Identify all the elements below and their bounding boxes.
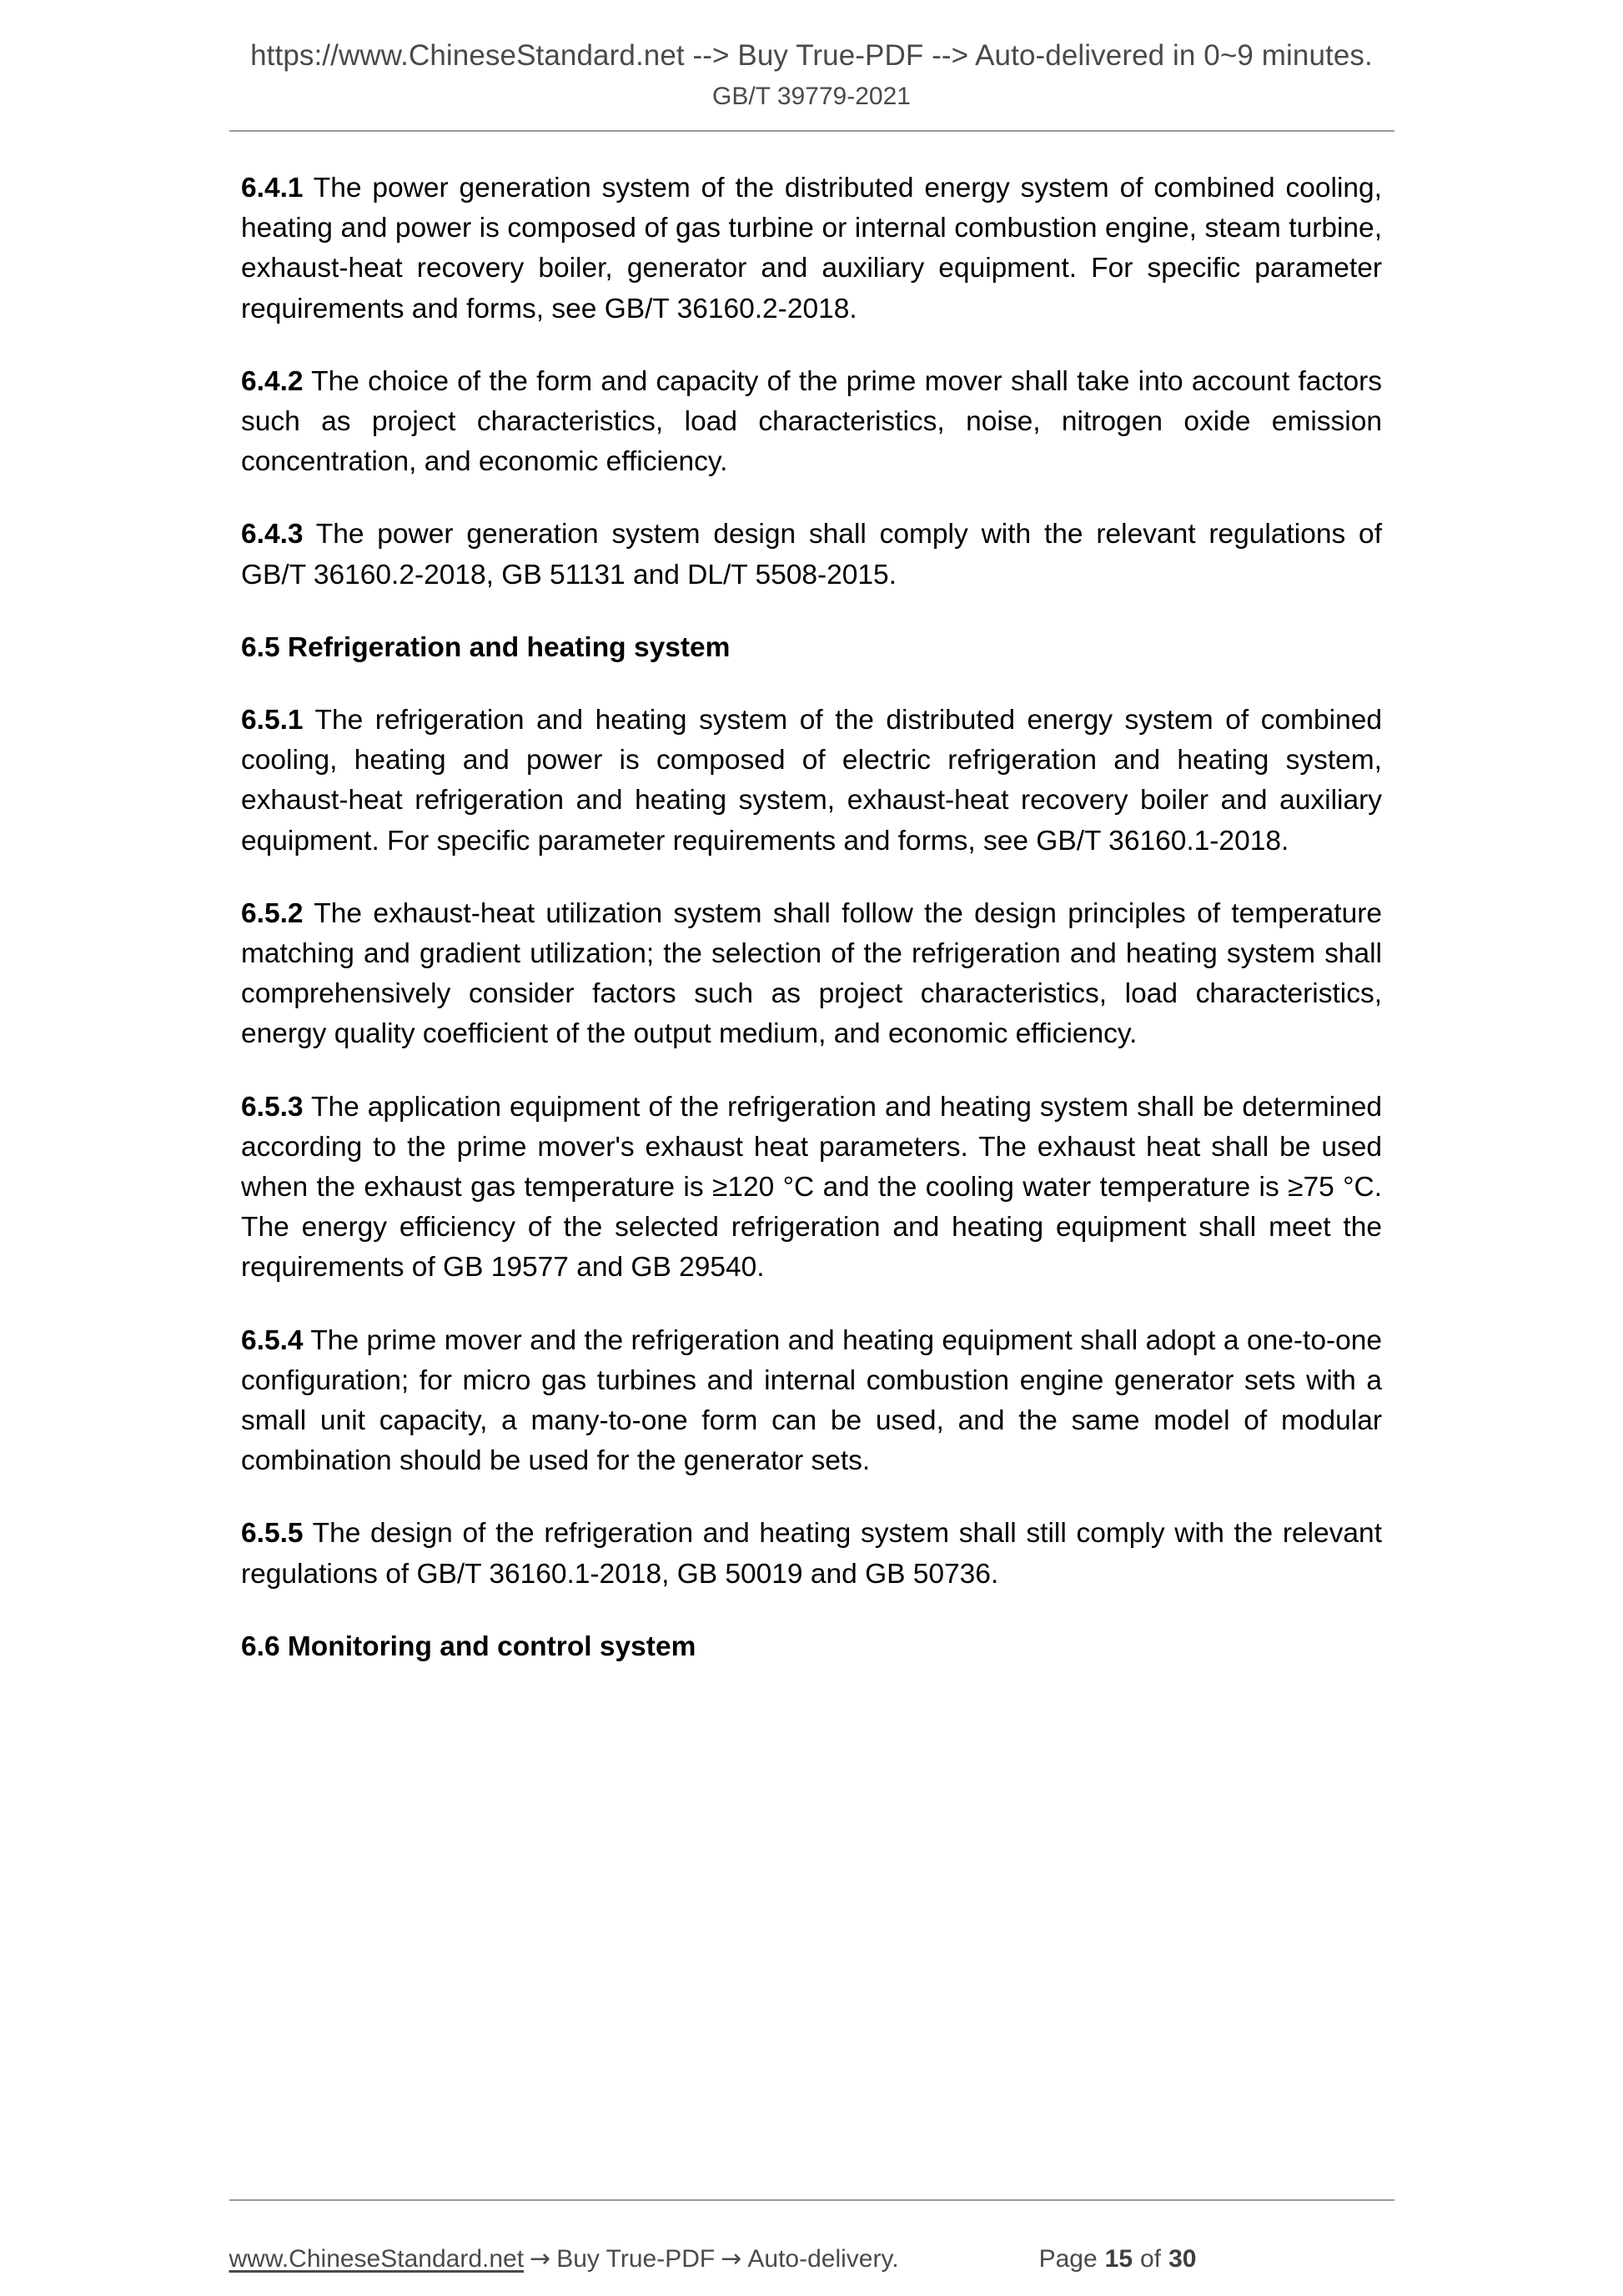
clause-text-6-5-1: The refrigeration and heating system of the distributed energy system of combined cooling, heating and power is composed of electric refrigeration and heating system, exhaust-heat refrigeration and heating system, exhaust-heat recovery boiler and auxiliary equipment. For specific parameter requirements and forms, see GB/T 36160.1-2018. bbox=[241, 705, 1382, 857]
clause-number-6-4-1: 6.4.1 bbox=[241, 173, 304, 203]
clause-number-6-5-4: 6.5.4 bbox=[241, 1324, 304, 1356]
clause-number-6-5-5: 6.5.5 bbox=[241, 1518, 304, 1550]
clause-number-6-5-3: 6.5.3 bbox=[241, 1091, 304, 1123]
clause-6-4-1 bbox=[241, 168, 1382, 329]
section-heading-6-6: 6.6 Monitoring and control system bbox=[241, 1630, 696, 1662]
page-label: Page bbox=[1038, 2245, 1098, 2273]
clause-6-5-1 bbox=[241, 701, 1382, 862]
clause-text-6-5-4: The prime mover and the refrigeration and heating equipment shall adopt a one-to-one configuration; for micro gas turbines and internal combustion engine generator sets with a small unit capacity, a many-to-one form can be used, and the same model of modular combination should be used for the generator sets. bbox=[241, 1324, 1382, 1477]
page-of-label: of bbox=[1140, 2245, 1162, 2273]
clause-text-6-4-3: The power generation system design shall comply with the relevant regulations of GB/T 36160.2-2018, GB 51131 and DL/T 5508-2015. bbox=[241, 519, 1382, 590]
clause-number-6-5-1: 6.5.1 bbox=[241, 705, 304, 736]
document-body bbox=[241, 132, 1382, 1667]
clause-6-5-3 bbox=[241, 1088, 1382, 1289]
clause-text-6-5-2: The exhaust-heat utilization system shall follow the design principles of temperature matching and gradient utilization; the selection of the refrigeration and heating system shall comprehensively consider factors such as project characteristics, load characteristics, energy quality coefficient of the output medium, and economic efficiency. bbox=[241, 897, 1382, 1050]
arrow-right-icon-2: → bbox=[721, 2244, 742, 2273]
footer-buy-text: Buy True-PDF bbox=[556, 2245, 716, 2273]
footer-delivery-text: Auto-delivery. bbox=[747, 2245, 899, 2273]
promo-banner: https://www.ChineseStandard.net --> Buy True-PDF --> Auto-delivered in 0~9 minutes. bbox=[250, 39, 1373, 72]
clause-6-5-2 bbox=[241, 894, 1382, 1055]
page-number: 15 bbox=[1104, 2245, 1133, 2273]
clause-text-6-5-5: The design of the refrigeration and heating system shall still comply with the relevant regulations of GB/T 36160.1-2018, GB 50019 and GB 50736. bbox=[241, 1518, 1382, 1590]
page-header bbox=[0, 0, 1623, 132]
page-indicator bbox=[1039, 2245, 1197, 2273]
clause-text-6-4-2: The choice of the form and capacity of the prime mover shall take into account factors such as project characteristics, load characteristics, noise, nitrogen oxide emission concentration, and economic efficiency. bbox=[241, 365, 1382, 478]
clause-6-5-5 bbox=[241, 1514, 1382, 1594]
standard-number: GB/T 39779-2021 bbox=[712, 83, 911, 110]
clause-text-6-5-3: The application equipment of the refrigeration and heating system shall be determined according to the prime mover's exhaust heat parameters. The exhaust heat shall be used when the exhaust gas temperature is ≥120 °C and the cooling water temperature is ≥75 °C. The energy efficiency of the selected refrigeration and heating equipment shall meet the requirements of GB 19577 and GB 29540. bbox=[241, 1091, 1382, 1284]
arrow-right-icon-1: → bbox=[530, 2244, 551, 2273]
clause-number-6-4-3: 6.4.3 bbox=[241, 519, 304, 550]
clause-6-4-2 bbox=[241, 362, 1382, 483]
clause-6-4-3 bbox=[241, 515, 1382, 595]
clause-number-6-5-2: 6.5.2 bbox=[241, 897, 304, 929]
clause-text-6-4-1: The power generation system of the distributed energy system of combined cooling, heating and power is composed of gas turbine or internal combustion engine, steam turbine, exhaust-heat recovery boiler, generator and auxiliary equipment. For specific parameter requirements and forms, see GB/T 36160.2-2018. bbox=[241, 173, 1382, 324]
footer-url-link[interactable]: www.ChineseStandard.net bbox=[229, 2245, 525, 2273]
footer-row bbox=[229, 2244, 1394, 2273]
footer-divider bbox=[229, 2199, 1394, 2201]
footer-promo bbox=[229, 2244, 899, 2273]
section-heading-6-5: 6.5 Refrigeration and heating system bbox=[241, 631, 731, 663]
page-footer bbox=[0, 2104, 1623, 2296]
page-total: 30 bbox=[1168, 2245, 1197, 2273]
clause-number-6-4-2: 6.4.2 bbox=[241, 365, 304, 397]
clause-6-5-4 bbox=[241, 1321, 1382, 1482]
